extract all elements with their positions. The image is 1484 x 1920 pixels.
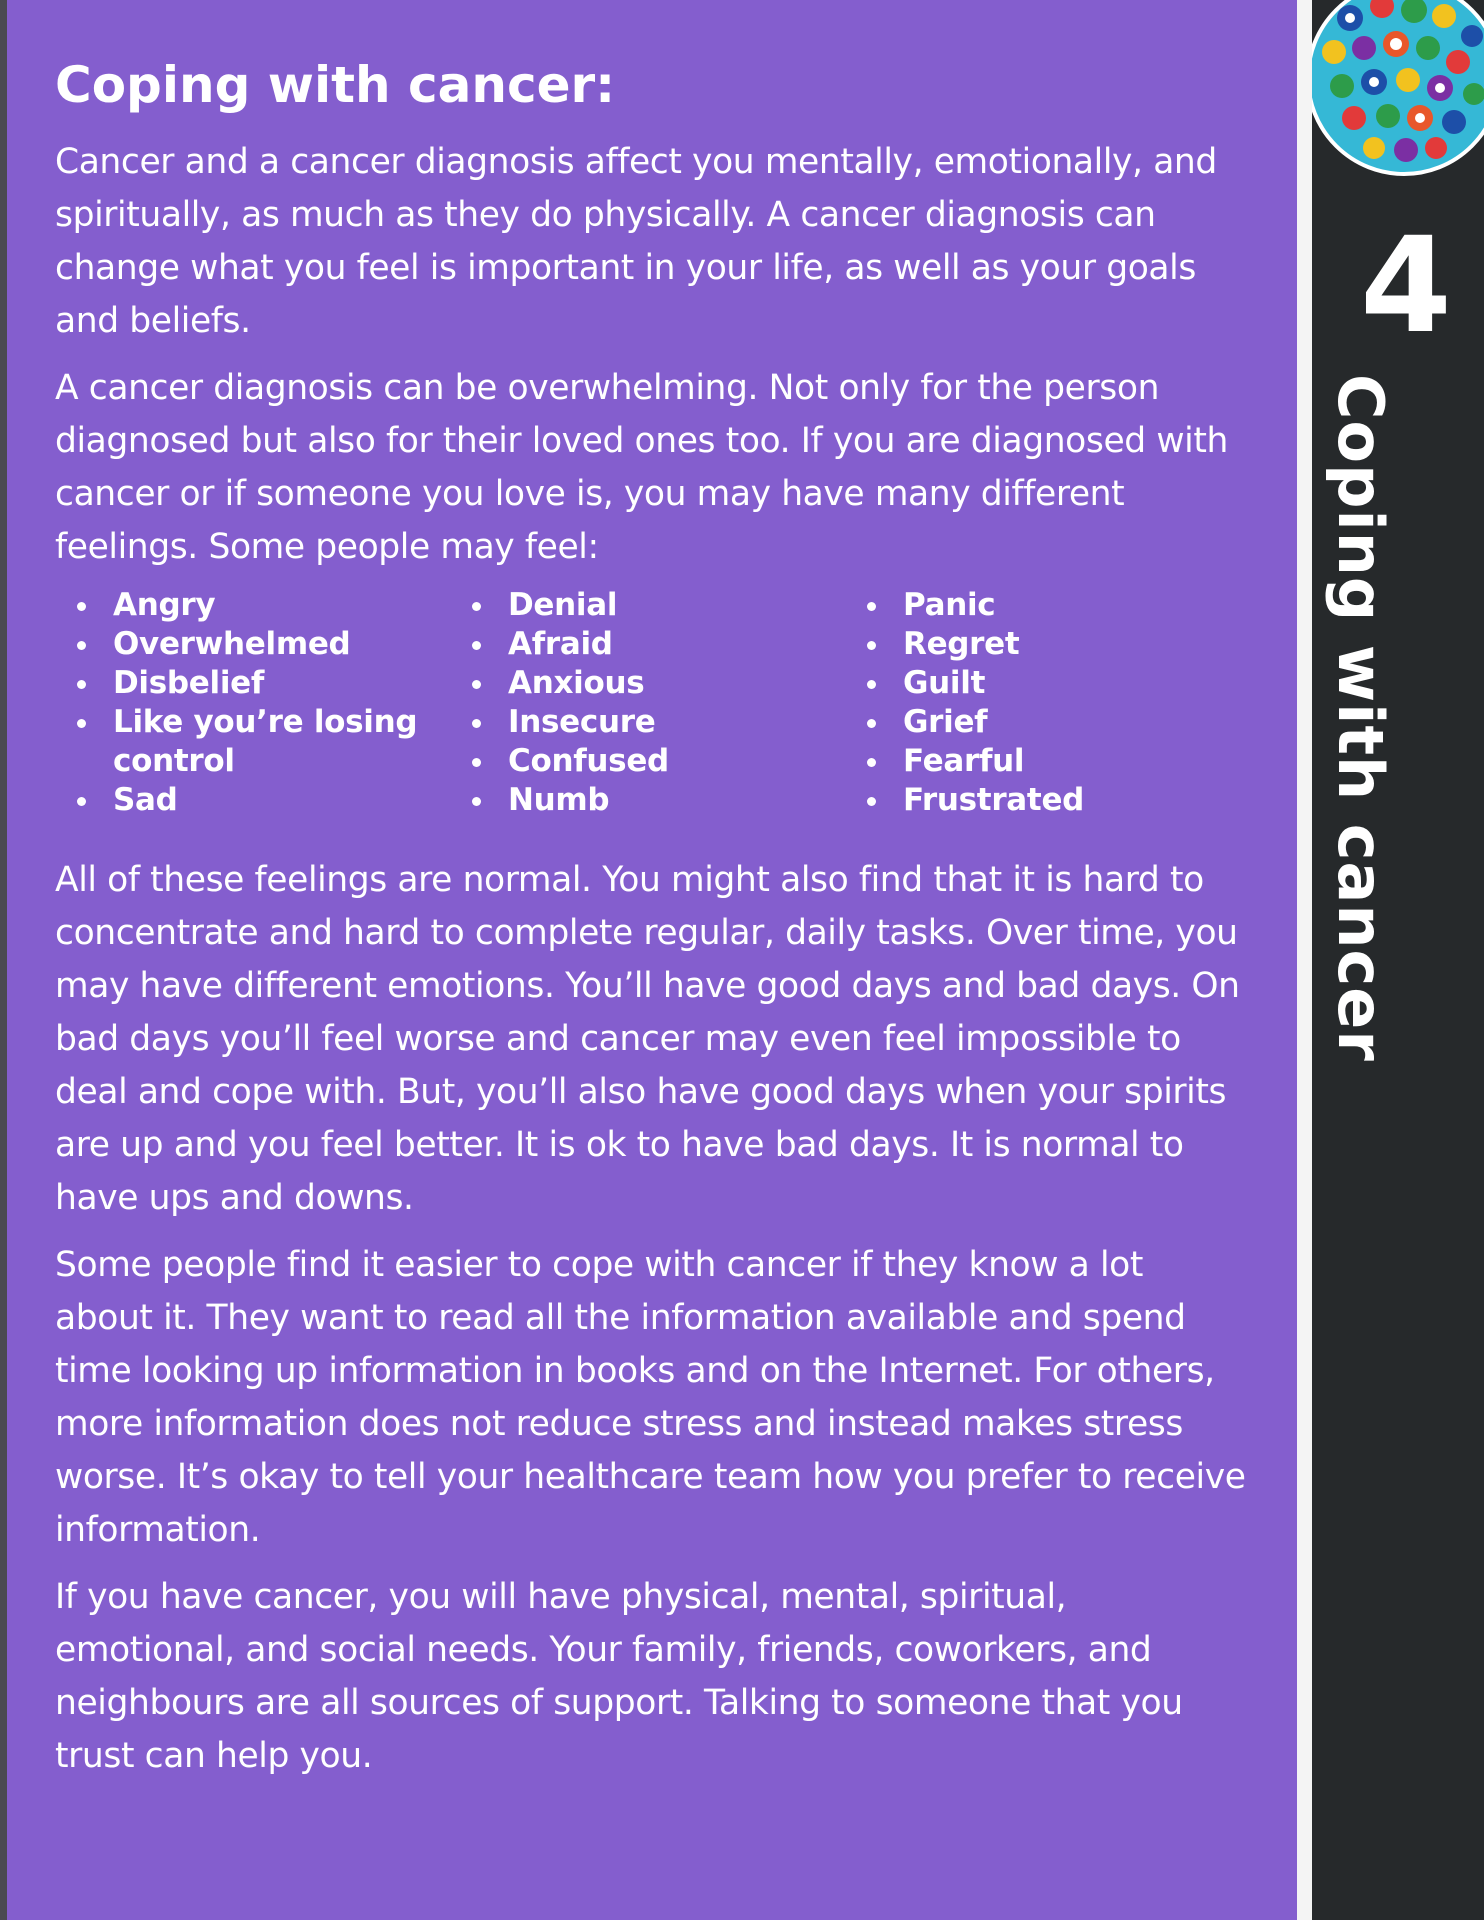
chapter-number: 4	[1360, 209, 1452, 363]
paragraph-support: If you have cancer, you will have physical, mental, spiritual, emotional, and social needs. Your family, friends, coworkers, and neighbours are all sources of support. Talking to someone that you trust can help you.	[55, 1577, 1183, 1776]
feeling-item: Confused	[450, 742, 845, 781]
paragraph-feelings-normal: All of these feelings are normal. You might also find that it is hard to concentrate and hard to complete regular, daily tasks. Over time, you may have different emotions. You’ll have good days and bad days. On bad days you’ll feel worse and cancer may even feel impossible to deal and cope with. But, you’ll also have good days when your spirits are up and you feel better. It is ok to have bad days. It is normal to have ups and downs.	[55, 860, 1240, 1218]
feeling-item: Sad	[55, 781, 450, 820]
collage-circle-icon	[1312, 0, 1484, 190]
feeling-item: Angry	[55, 586, 450, 625]
paragraph-information: Some people find it easier to cope with cancer if they know a lot about it. They want to read all the information available and spend time looking up information in books and on the Internet. For others, more information does not reduce stress and instead makes stress worse. It’s okay to tell your healthcare team how you prefer to receive information.	[55, 1245, 1246, 1550]
feelings-column-3	[845, 586, 1240, 820]
feeling-item: Anxious	[450, 664, 845, 703]
feeling-item: Fearful	[845, 742, 1240, 781]
feeling-item: Disbelief	[55, 664, 450, 703]
feeling-item: Numb	[450, 781, 845, 820]
paragraph-intro: Cancer and a cancer diagnosis affect you mentally, emotionally, and spiritually, as much as they do physically. A cancer diagnosis can change what you feel is important in your life, as well as your goals and beliefs.	[55, 142, 1217, 341]
feeling-item: Regret	[845, 625, 1240, 664]
feeling-item: Grief	[845, 703, 1240, 742]
page-content	[7, 0, 1297, 1920]
feelings-list	[55, 586, 1249, 820]
feeling-item: Frustrated	[845, 781, 1240, 820]
feeling-item: Overwhelmed	[55, 625, 450, 664]
feeling-item: Insecure	[450, 703, 845, 742]
feeling-item: Like you’re losing control	[55, 703, 450, 781]
paragraph-overwhelming: A cancer diagnosis can be overwhelming. Not only for the person diagnosed but also for their loved ones too. If you are diagnosed with cancer or if someone you love is, you may have many different feelings. Some people may feel:	[55, 368, 1228, 567]
feeling-item: Guilt	[845, 664, 1240, 703]
chapter-title-vertical: Coping with cancer	[1324, 374, 1397, 1062]
page-title: Coping with cancer:	[55, 56, 616, 114]
page-gutter	[1297, 0, 1312, 1920]
feelings-column-1	[55, 586, 450, 820]
feelings-column-2	[450, 586, 845, 820]
page-left-edge	[0, 0, 7, 1920]
feeling-item: Afraid	[450, 625, 845, 664]
feeling-item: Panic	[845, 586, 1240, 625]
feeling-item: Denial	[450, 586, 845, 625]
